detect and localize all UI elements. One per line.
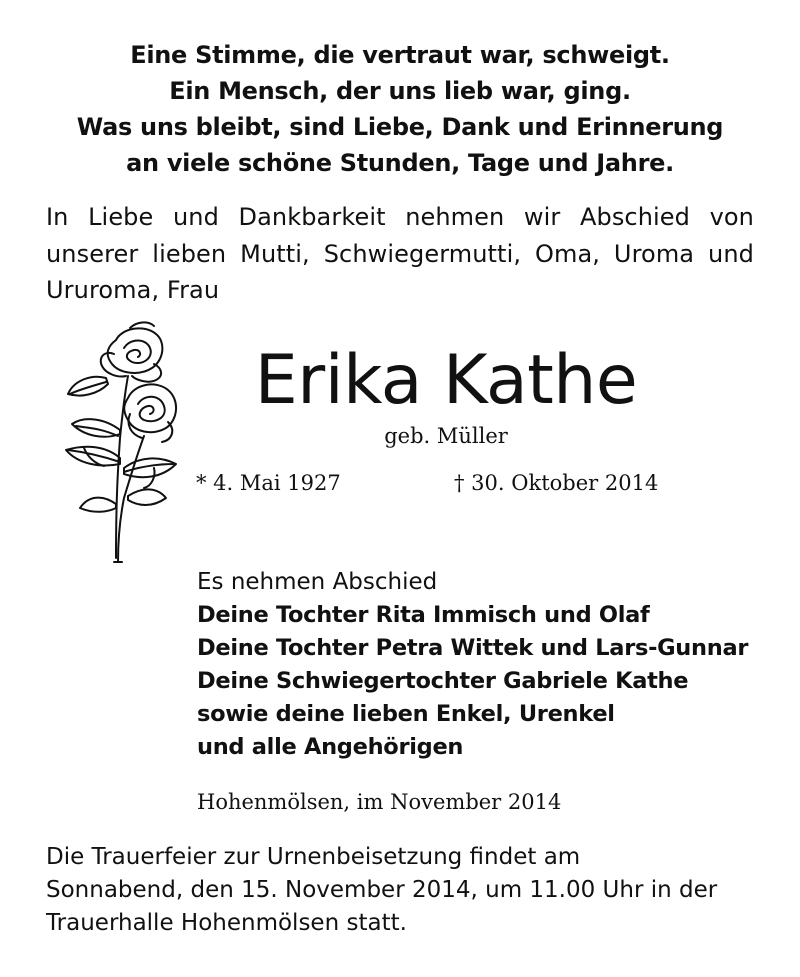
place-date: Hohenmölsen, im November 2014 xyxy=(197,790,562,814)
mourner-line: und alle Angehörigen xyxy=(197,734,464,760)
ceremony-info xyxy=(46,841,766,940)
ceremony-line: Sonnabend, den 15. November 2014, um 11.00 Uhr in der xyxy=(46,877,718,903)
poem-line: Eine Stimme, die vertraut war, schweigt. xyxy=(130,41,670,69)
mourners-list xyxy=(197,566,777,764)
poem-line: an viele schöne Stunden, Tage und Jahre. xyxy=(126,149,674,177)
mourner-line: Deine Schwiegertochter Gabriele Kathe xyxy=(197,668,689,694)
deceased-name: Erika Kathe xyxy=(254,341,638,420)
poem-line: Was uns bleibt, sind Liebe, Dank und Erinnerung xyxy=(76,113,724,141)
mourner-line: Deine Tochter Rita Immisch und Olaf xyxy=(197,602,650,628)
birth-date: * 4. Mai 1927 xyxy=(196,471,341,495)
mourners-title: Es nehmen Abschied xyxy=(197,569,438,595)
ceremony-line: Trauerhalle Hohenmölsen statt. xyxy=(46,910,407,936)
mourner-line: sowie deine lieben Enkel, Urenkel xyxy=(197,701,615,727)
intro-text: In Liebe und Dankbarkeit nehmen wir Abschied von unserer lieben Mutti, Schwiegermutti, Oma, Uroma und Ururoma, Frau xyxy=(46,203,754,304)
mourner-line: Deine Tochter Petra Wittek und Lars-Gunnar xyxy=(197,635,749,661)
poem-line: Ein Mensch, der uns lieb war, ging. xyxy=(169,77,631,105)
death-date: † 30. Oktober 2014 xyxy=(454,471,659,495)
poem xyxy=(0,37,800,181)
ceremony-line: Die Trauerfeier zur Urnenbeisetzung findet am xyxy=(46,844,581,870)
maiden-name: geb. Müller xyxy=(384,424,508,448)
